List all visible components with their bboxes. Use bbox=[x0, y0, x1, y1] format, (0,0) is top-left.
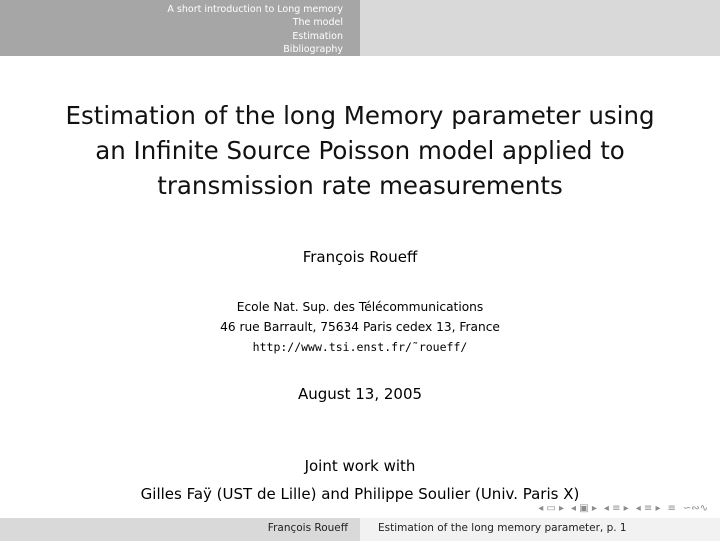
affiliation bbox=[0, 297, 720, 357]
joint-work bbox=[0, 452, 720, 508]
joint-work-label: Joint work with bbox=[304, 457, 416, 475]
appendix-nav-icon[interactable]: ≡ bbox=[667, 503, 676, 514]
footer-bar bbox=[0, 518, 720, 541]
section-nav bbox=[3, 3, 343, 56]
subsection-nav-icon[interactable]: ◂ ▣ ▸ bbox=[571, 503, 597, 514]
footer-author-box bbox=[0, 518, 360, 541]
author-name: François Roueff bbox=[302, 248, 418, 266]
section-nav-icon[interactable]: ◂ ≡ ▸ bbox=[603, 503, 629, 514]
nav-link-intro[interactable]: A short introduction to Long memory bbox=[167, 4, 343, 15]
header-bar bbox=[0, 0, 720, 56]
footer-title-page: Estimation of the long memory parameter, p. 1 bbox=[378, 522, 627, 534]
frame-nav-icon[interactable]: ◂ ▭ ▸ bbox=[538, 503, 565, 514]
author-url[interactable]: http://www.tsi.enst.fr/˜roueff/ bbox=[252, 340, 468, 354]
affiliation-line: Ecole Nat. Sup. des Télécommunications bbox=[236, 300, 484, 314]
footer-title-box bbox=[360, 518, 720, 541]
title-line: transmission rate measurements bbox=[157, 171, 563, 200]
nav-link-model[interactable]: The model bbox=[292, 17, 343, 29]
header-nav-panel bbox=[0, 0, 360, 56]
search-nav-icon[interactable]: ∽∾∿ bbox=[682, 503, 708, 514]
slide-title bbox=[0, 98, 720, 203]
presentation-date: August 13, 2005 bbox=[297, 385, 423, 403]
footer-author: François Roueff bbox=[267, 522, 348, 534]
document-nav-icon[interactable]: ◂ ≡ ▸ bbox=[635, 503, 661, 514]
title-line: Estimation of the long Memory parameter using bbox=[65, 101, 655, 130]
affiliation-line: 46 rue Barrault, 75634 Paris cedex 13, France bbox=[220, 320, 500, 334]
beamer-navigation-symbols bbox=[538, 502, 708, 516]
nav-link-bibliography[interactable]: Bibliography bbox=[283, 43, 343, 55]
coauthors: Gilles Faÿ (UST de Lille) and Philippe Soulier (Univ. Paris X) bbox=[140, 485, 580, 503]
nav-link-estimation[interactable]: Estimation bbox=[292, 30, 343, 42]
title-line: an Infinite Source Poisson model applied to bbox=[95, 136, 625, 165]
